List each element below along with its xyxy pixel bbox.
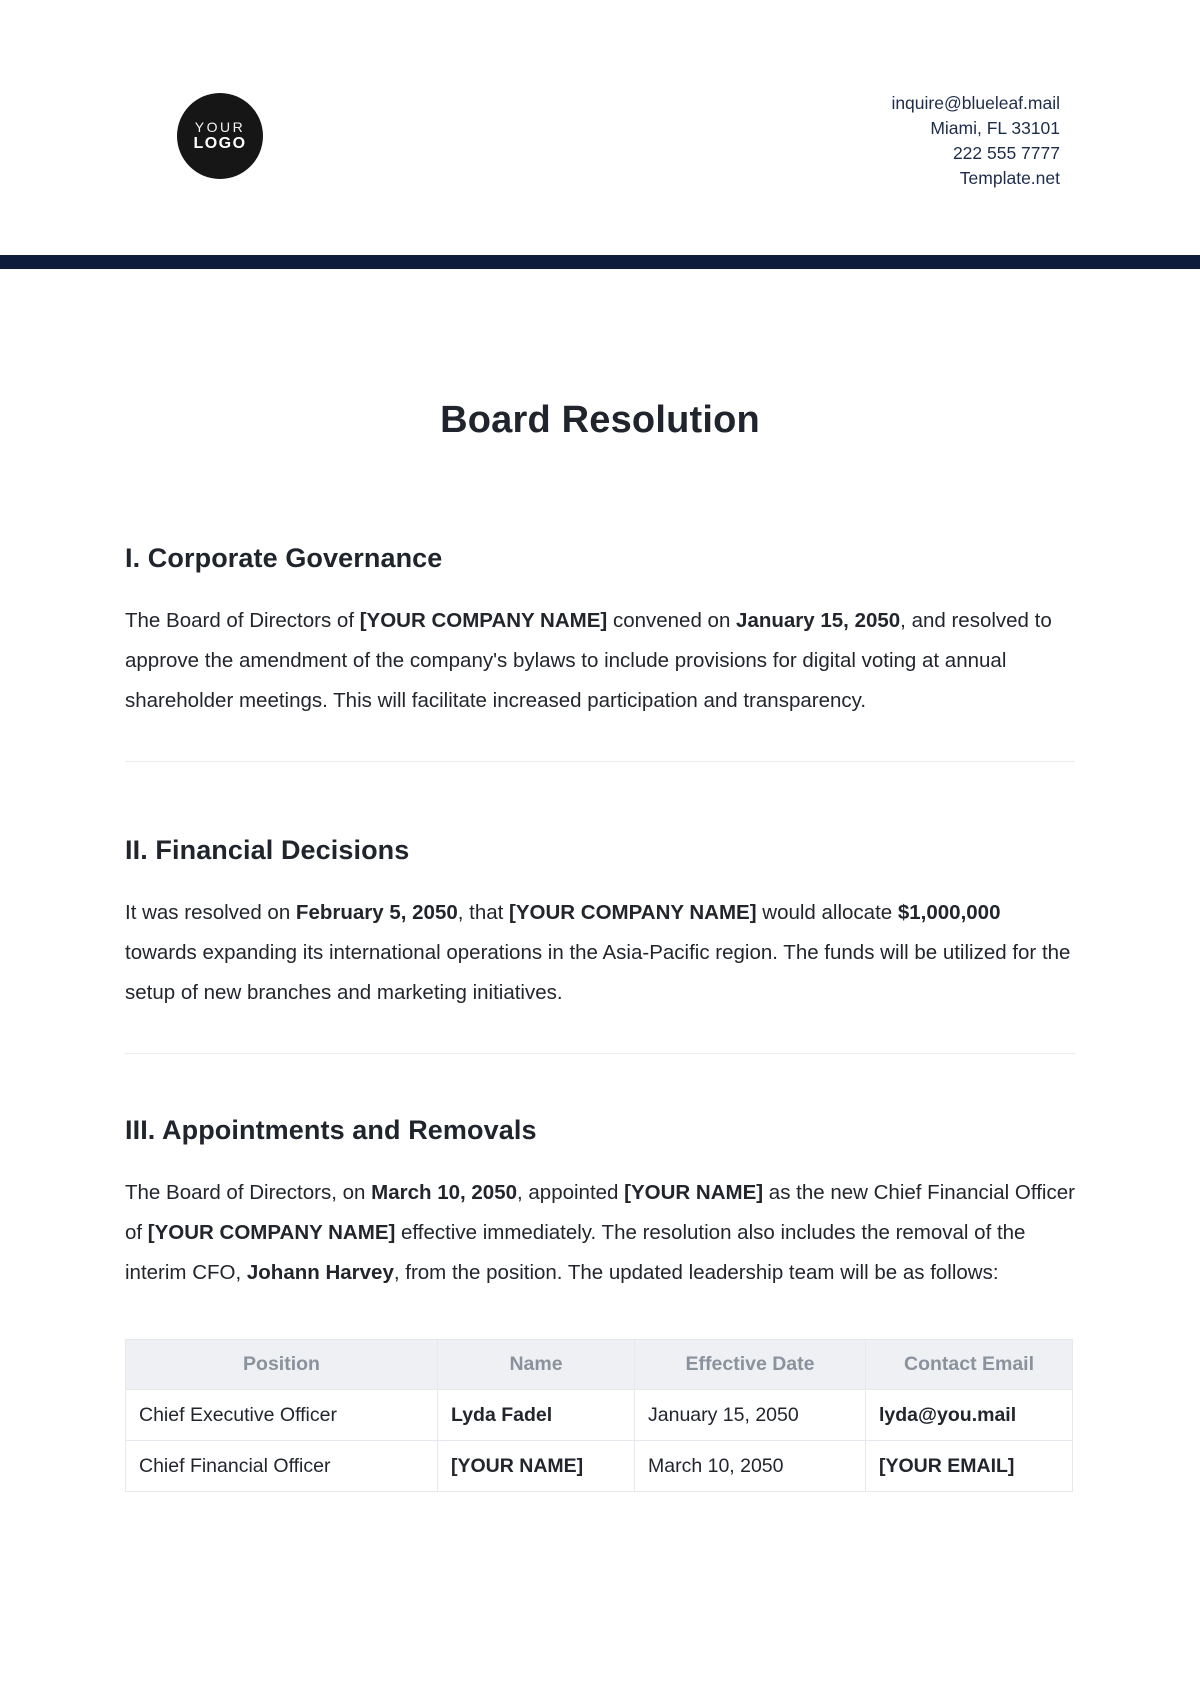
contact-email: inquire@blueleaf.mail <box>891 93 1060 113</box>
cell-position: Chief Financial Officer <box>126 1441 438 1492</box>
table-row-cfo <box>126 1441 1073 1492</box>
letterhead <box>125 0 1075 255</box>
cell-effective-date: January 15, 2050 <box>635 1390 866 1441</box>
cell-name: Lyda Fadel <box>438 1390 635 1441</box>
section-2-heading: II. Financial Decisions <box>125 835 410 865</box>
table-header-row <box>126 1340 1073 1390</box>
accent-bar <box>0 255 1200 269</box>
table-header-contact-email: Contact Email <box>866 1340 1073 1390</box>
section-corporate-governance <box>125 542 1075 721</box>
document-title: Board Resolution <box>440 399 760 441</box>
leadership-table <box>125 1339 1073 1492</box>
cell-name: [YOUR NAME] <box>438 1441 635 1492</box>
contact-website: Template.net <box>959 168 1060 188</box>
table-header-position: Position <box>126 1340 438 1390</box>
section-3-heading: III. Appointments and Removals <box>125 1115 537 1145</box>
logo-text-logo: LOGO <box>193 134 247 152</box>
logo-text-your: YOUR <box>194 118 246 135</box>
section-appointments-removals <box>125 1114 1075 1293</box>
contact-address: Miami, FL 33101 <box>930 118 1060 138</box>
company-logo <box>177 93 263 179</box>
section-divider-2 <box>125 1053 1075 1054</box>
cell-contact-email: [YOUR EMAIL] <box>866 1441 1073 1492</box>
cell-position: Chief Executive Officer <box>126 1390 438 1441</box>
table-header-name: Name <box>438 1340 635 1390</box>
cell-contact-email: lyda@you.mail <box>866 1390 1073 1441</box>
contact-phone: 222 555 7777 <box>952 143 1060 163</box>
section-divider-1 <box>125 761 1075 762</box>
section-2-paragraph: It was resolved on February 5, 2050, that [YOUR COMPANY NAME] would allocate $1,000,000 towards expanding its international operations in the Asia-Pacific region. The funds will be utilized for the setup of new branches and marketing initiatives. <box>125 901 1071 1004</box>
section-3-paragraph: The Board of Directors, on March 10, 2050, appointed [YOUR NAME] as the new Chief Financial Officer of [YOUR COMPANY NAME] effective immediately. The resolution also includes the removal of the interim CFO, Johann Harvey, from the position. The updated leadership team will be as follows: <box>125 1181 1075 1284</box>
section-financial-decisions <box>125 834 1075 1013</box>
table-row-ceo <box>126 1390 1073 1441</box>
table-header-effective-date: Effective Date <box>635 1340 866 1390</box>
leadership-table-header <box>126 1340 1073 1390</box>
cell-effective-date: March 10, 2050 <box>635 1441 866 1492</box>
section-1-heading: I. Corporate Governance <box>125 543 443 573</box>
section-1-paragraph: The Board of Directors of [YOUR COMPANY NAME] convened on January 15, 2050, and resolved to approve the amendment of the company's bylaws to include provisions for digital voting at annual shareholder meetings. This will facilitate increased participation and transparency. <box>125 609 1052 712</box>
contact-block <box>891 91 1060 191</box>
